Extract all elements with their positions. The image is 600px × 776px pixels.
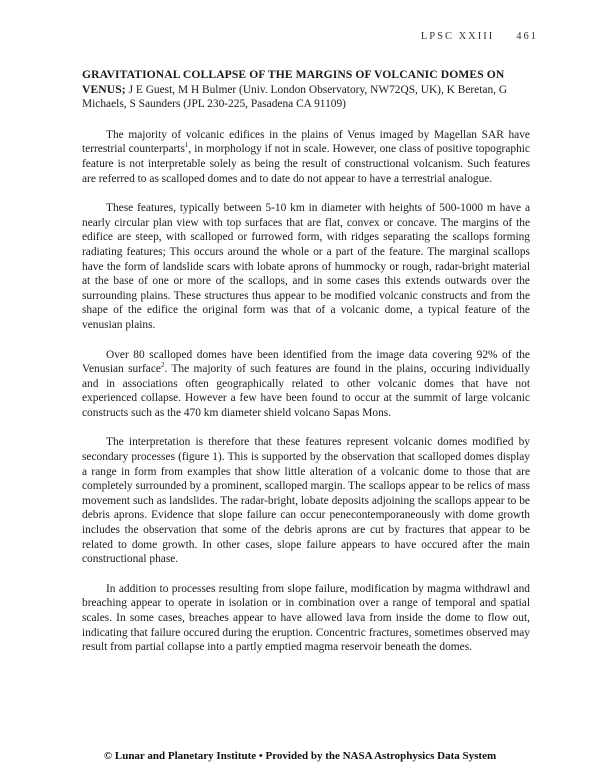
paper-title: GRAVITATIONAL COLLAPSE OF THE MARGINS OF VOLCANIC DOMES ON VENUS; (82, 68, 505, 96)
paragraph-3-text-b: . The majority of such features are found in the plains, occuring individually and in associations often geographically related to other volcanic domes that have not experienced collapse. However a few have been found to occur at the summit of large volcanic constructs such as the 470 km diameter shield volcano Sapas Mons. (82, 363, 530, 419)
author-list: J E Guest, M H Bulmer (Univ. London Observatory, NW72QS, UK), K Beretan, G Michaels, S Saunders (JPL 230-225, Pasadena CA 91109) (82, 83, 508, 111)
page-header (421, 31, 538, 42)
title-block (82, 68, 530, 112)
footnote-ref-1: 1 (184, 141, 189, 150)
paragraph-1 (82, 128, 530, 186)
copyright-footer: © Lunar and Planetary Institute • Provided by the NASA Astrophysics Data System (103, 750, 497, 762)
paragraph-3 (82, 348, 530, 421)
paragraph-2: These features, typically between 5-10 km in diameter with heights of 500-1000 m have a nearly circular plan view with top surfaces that are flat, convex or concave. The margins of the edifice are steep, with scalloped or furrowed form, with ridges separating the scallops forming radiating features; This occurs around the whole or a part of the feature. The marginal scallops have the form of landslide scars with lobate aprons of hummocky or rough, radar-bright material at the base of one or more of the scallops, and in some cases this extends outwards over the surrounding plains. These structures thus appear to be modified volcanic constructs and from the shape of the edifice the original form was that of a volcanic dome, a typical feature of the venusian plains. (82, 202, 530, 331)
paragraph-4: The interpretation is therefore that these features represent volcanic domes modified by secondary processes (figure 1). This is supported by the observation that scalloped domes display a range in form from examples that show little alteration of a volcanic dome to those that are completely surrounded by a prominent, scalloped margin. The scallops appear to be relics of mass movement such as landslides. The radar-bright, lobate deposits adjoining the scallops appear to be debris aprons. Evidence that slope failure can occur penecontemporaneously with dome growth includes the observation that some of the debris aprons are cut by fractures that appear to be related to dome growth. In other cases, slope failure appears to have occured after the main constructional phase. (82, 436, 530, 566)
conference-label: LPSC XXIII (420, 31, 495, 42)
footnote-ref-2: 2 (160, 361, 165, 370)
page-number: 461 (516, 31, 538, 42)
paragraph-1-text-b: , in morphology if not in scale. However, one class of positive topographic feature is not interpretable solely as being the result of constructional volcanism. Such features are referred to as scalloped domes and to date do not appear to have a terrestrial analogue. (82, 143, 530, 185)
paragraph-3-text-a: Over 80 scalloped domes have been identified from the image data covering 92% of the Venusian surface (82, 348, 530, 376)
article-body (82, 68, 530, 670)
paragraph-1-text-a: The majority of volcanic edifices in the plains of Venus imaged by Magellan SAR have terrestrial counterparts (82, 128, 530, 156)
paragraph-5: In addition to processes resulting from slope failure, modification by magma withdrawl and breaching appear to operate in isolation or in combination over a range of temporal and spatial scales. In some cases, breaches appear to have allowed lava from inside the dome to flow out, indicating that failure occured during the eruption. Concentric fractures, sometimes observed may result from partial collapse into a partly emptied magma reservoir beneath the domes. (82, 582, 530, 654)
